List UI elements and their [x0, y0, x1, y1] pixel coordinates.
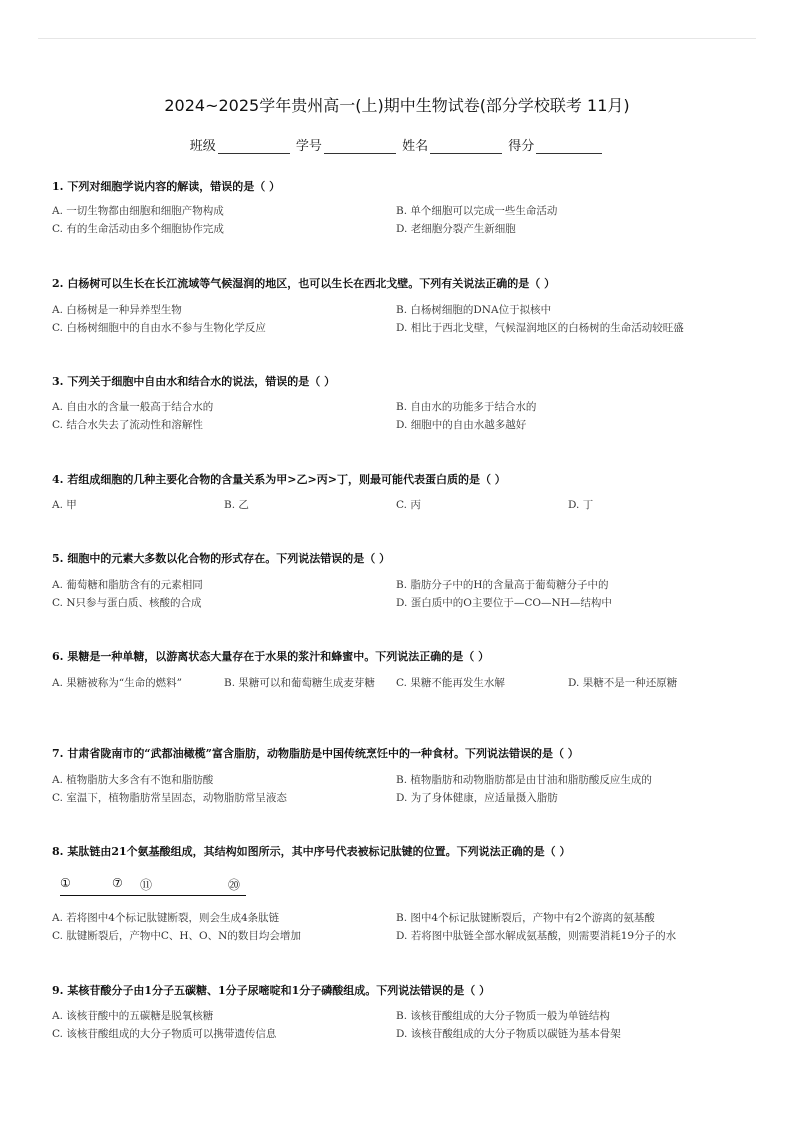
question-6	[52, 650, 752, 710]
page-title: 2024~2025学年贵州高一(上)期中生物试卷(部分学校联考 11月)	[164, 96, 630, 115]
option-a[interactable]: A. 果糖被称为“生命的燃料”	[52, 677, 182, 689]
option-d[interactable]: D. 若将图中肽链全部水解成氨基酸，则需要消耗19分子的水	[396, 930, 677, 942]
option-a[interactable]: A. 白杨树是一种异养型生物	[52, 304, 182, 316]
option-a[interactable]: A. 植物脂肪大多含有不饱和脂肪酸	[52, 774, 214, 786]
option-b[interactable]: B. 果糖可以和葡萄糖生成麦芽糖	[224, 677, 375, 689]
option-d[interactable]: D. 果糖不是一种还原糖	[568, 677, 678, 689]
option-a[interactable]: A. 甲	[52, 499, 77, 511]
question-4	[52, 473, 752, 514]
question-stem: 9. 某核苷酸分子由1分子五碳糖、1分子尿嘧啶和1分子磷酸组成。下列说法错误的是（ ）	[52, 984, 491, 997]
question-8-options	[52, 911, 752, 945]
name-label: 姓名	[402, 139, 429, 154]
question-stem: 1. 下列对细胞学说内容的解读，错误的是（ ）	[52, 180, 281, 193]
question-1	[52, 180, 752, 238]
option-d[interactable]: D. 丁	[568, 499, 594, 511]
bond-label-11: ⑪	[140, 878, 153, 892]
option-c[interactable]: C. 有的生命活动由多个细胞协作完成	[52, 223, 224, 235]
bond-label-7: ⑦	[112, 876, 123, 890]
option-a[interactable]: A. 该核苷酸中的五碳糖是脱氧核糖	[52, 1010, 214, 1022]
option-b[interactable]: B. 自由水的功能多于结合水的	[396, 401, 537, 413]
option-a[interactable]: A. 自由水的含量一般高于结合水的	[52, 401, 214, 413]
option-d[interactable]: D. 为了身体健康，应适量摄入脂肪	[396, 792, 558, 804]
option-b[interactable]: B. 乙	[224, 499, 249, 511]
option-d[interactable]: D. 相比于西北戈壁，气候湿润地区的白杨树的生命活动较旺盛	[396, 322, 684, 334]
question-2	[52, 277, 752, 337]
question-3	[52, 375, 752, 434]
option-c[interactable]: C. 结合水失去了流动性和溶解性	[52, 419, 203, 431]
option-c[interactable]: C. N只参与蛋白质、核酸的合成	[52, 597, 202, 609]
score-blank[interactable]	[536, 139, 602, 154]
option-a[interactable]: A. 若将图中4个标记肽键断裂，则会生成4条肽链	[52, 912, 280, 924]
header-divider	[38, 38, 756, 39]
option-c[interactable]: C. 白杨树细胞中的自由水不参与生物化学反应	[52, 322, 266, 334]
option-c[interactable]: C. 室温下，植物脂肪常呈固态，动物脂肪常呈液态	[52, 792, 287, 804]
question-stem: 7. 甘肃省陇南市的“武都油橄榄”富含脂肪，动物脂肪是中国传统烹饪中的一种食材。下列说法错误的是（ ）	[52, 747, 579, 760]
question-5	[52, 552, 752, 612]
option-d[interactable]: D. 细胞中的自由水越多越好	[396, 419, 527, 431]
class-label: 班级	[189, 139, 216, 154]
option-b[interactable]: B. 单个细胞可以完成一些生命活动	[396, 205, 558, 217]
option-d[interactable]: D. 老细胞分裂产生新细胞	[396, 223, 516, 235]
question-9	[52, 984, 752, 1043]
score-label: 得分	[508, 139, 535, 154]
option-d[interactable]: D. 该核苷酸组成的大分子物质以碳链为基本骨架	[396, 1028, 621, 1040]
question-stem: 2. 白杨树可以生长在长江流域等气候湿润的地区，也可以生长在西北戈壁。下列有关说法正确的是（ ）	[52, 277, 556, 290]
option-b[interactable]: B. 该核苷酸组成的大分子物质一般为单链结构	[396, 1010, 610, 1022]
question-8	[52, 845, 752, 859]
bond-label-1: ①	[60, 876, 71, 890]
peptide-chain-line	[60, 895, 246, 896]
number-label: 学号	[295, 139, 322, 154]
question-stem: 3. 下列关于细胞中自由水和结合水的说法，错误的是（ ）	[52, 375, 336, 388]
option-c[interactable]: C. 肽键断裂后，产物中C、H、O、N的数目均会增加	[52, 930, 301, 942]
option-b[interactable]: B. 图中4个标记肽键断裂后，产物中有2个游离的氨基酸	[396, 912, 655, 924]
number-blank[interactable]	[324, 139, 396, 154]
question-7	[52, 747, 752, 807]
question-stem: 5. 细胞中的元素大多数以化合物的形式存在。下列说法错误的是（ ）	[52, 552, 391, 565]
option-c[interactable]: C. 该核苷酸组成的大分子物质可以携带遗传信息	[52, 1028, 277, 1040]
peptide-chain-diagram	[60, 876, 246, 896]
bond-label-20: ⑳	[228, 878, 241, 892]
question-stem: 8. 某肽链由21个氨基酸组成，其结构如图所示，其中序号代表被标记肽键的位置。下列说法正确的是（ ）	[52, 845, 571, 858]
option-b[interactable]: B. 白杨树细胞的DNA位于拟核中	[396, 304, 552, 316]
class-blank[interactable]	[218, 139, 290, 154]
student-info-line	[0, 135, 794, 154]
question-stem: 6. 果糖是一种单糖，以游离状态大量存在于水果的浆汁和蜂蜜中。下列说法正确的是（ ）	[52, 650, 490, 663]
option-d[interactable]: D. 蛋白质中的O主要位于—CO—NH—结构中	[396, 597, 612, 609]
name-blank[interactable]	[430, 139, 502, 154]
option-b[interactable]: B. 脂肪分子中的H的含量高于葡萄糖分子中的	[396, 579, 609, 591]
option-a[interactable]: A. 葡萄糖和脂肪含有的元素相同	[52, 579, 203, 591]
option-b[interactable]: B. 植物脂肪和动物脂肪都是由甘油和脂肪酸反应生成的	[396, 774, 652, 786]
option-c[interactable]: C. 丙	[396, 499, 421, 511]
option-c[interactable]: C. 果糖不能再发生水解	[396, 677, 505, 689]
option-a[interactable]: A. 一切生物都由细胞和细胞产物构成	[52, 205, 224, 217]
question-stem: 4. 若组成细胞的几种主要化合物的含量关系为甲>乙>丙>丁，则最可能代表蛋白质的是（ ）	[52, 473, 506, 486]
